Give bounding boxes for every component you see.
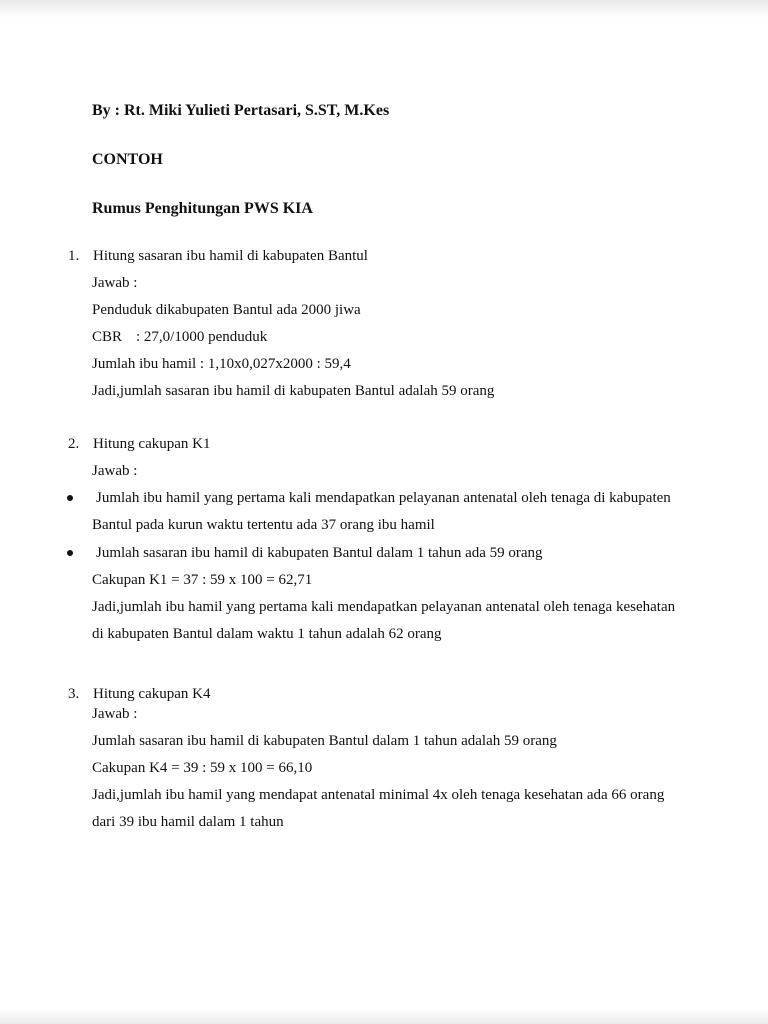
answer-label: Jawab :: [92, 706, 138, 722]
answer-line: di kabupaten Bantul dalam waktu 1 tahun adalah 62 orang: [92, 626, 442, 642]
answer-line: Jadi,jumlah ibu hamil yang mendapat antenatal minimal 4x oleh tenaga kesehatan ada 66 orang: [92, 787, 665, 803]
author-line: By : Rt. Miki Yulieti Pertasari, S.ST, M.Kes: [92, 102, 390, 119]
item-question: Hitung sasaran ibu hamil di kabupaten Bantul: [93, 248, 368, 264]
answer-line: Cakupan K4 = 39 : 59 x 100 = 66,10: [92, 760, 313, 776]
answer-line: Jumlah ibu hamil : 1,10x0,027x2000 : 59,4: [92, 356, 351, 372]
answer-line: Jadi,jumlah ibu hamil yang pertama kali mendapatkan pelayanan antenatal oleh tenaga kesehatan: [92, 599, 676, 615]
item-number: 2.: [68, 436, 80, 452]
bullet-icon: [67, 495, 73, 501]
answer-label: Jawab :: [92, 275, 138, 291]
item-question: Hitung cakupan K1: [93, 436, 211, 452]
bullet-line-continued: Bantul pada kurun waktu tertentu ada 37 orang ibu hamil: [92, 517, 435, 533]
page-bottom-shadow: [0, 1008, 768, 1024]
item-question: Hitung cakupan K4: [93, 686, 211, 702]
item-number: 1.: [68, 248, 80, 264]
item-number: 3.: [68, 686, 80, 702]
contoh-heading: CONTOH: [92, 151, 163, 168]
answer-line: Jumlah sasaran ibu hamil di kabupaten Bantul dalam 1 tahun adalah 59 orang: [92, 733, 557, 749]
answer-line: Penduduk dikabupaten Bantul ada 2000 jiwa: [92, 302, 361, 318]
document-title: Rumus Penghitungan PWS KIA: [92, 200, 313, 217]
answer-line-label: CBR: [92, 329, 123, 345]
answer-line-value: : 27,0/1000 penduduk: [136, 329, 268, 345]
page-top-shadow: [0, 0, 768, 18]
answer-label: Jawab :: [92, 463, 138, 479]
bullet-icon: [67, 550, 73, 556]
bullet-line: Jumlah sasaran ibu hamil di kabupaten Bantul dalam 1 tahun ada 59 orang: [96, 545, 543, 561]
bullet-line: Jumlah ibu hamil yang pertama kali mendapatkan pelayanan antenatal oleh tenaga di kabupaten: [96, 490, 671, 506]
answer-line: dari 39 ibu hamil dalam 1 tahun: [92, 814, 284, 830]
answer-line: Cakupan K1 = 37 : 59 x 100 = 62,71: [92, 572, 313, 588]
answer-line: Jadi,jumlah sasaran ibu hamil di kabupaten Bantul adalah 59 orang: [92, 383, 495, 399]
